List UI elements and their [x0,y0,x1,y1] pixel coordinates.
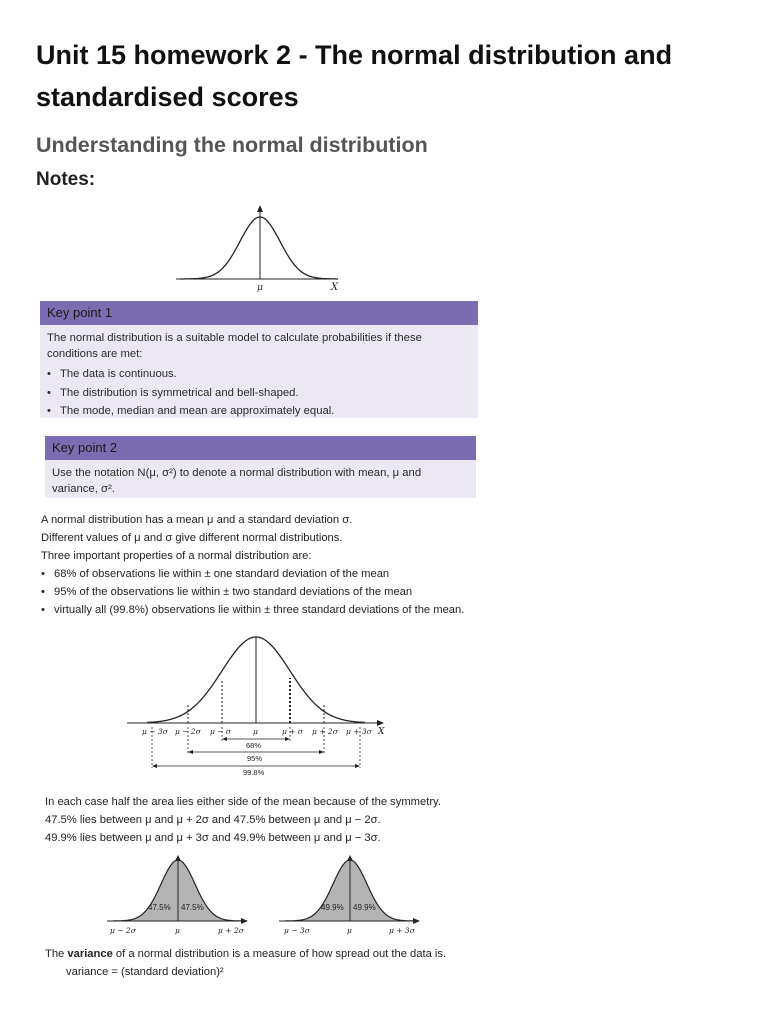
list-item: • 95% of the observations lie within ± two standard deviations of the mean [41,583,511,601]
properties-line-2: Different values of μ and σ give different normal distributions. [41,532,343,544]
tick-labels [142,727,385,737]
arrow-left-icon [188,750,193,754]
properties-line-3: Three important properties of a normal distribution are: [41,550,312,562]
range-label-95: 95% [247,754,263,763]
tick-label: μ − σ [210,727,232,736]
y-axis-arrow-icon [257,205,263,212]
arrow-right-icon [355,764,360,768]
tick-label: μ − 3σ [284,926,310,935]
key-point-1-box [40,301,478,418]
shaded-two-sigma-figure [107,855,257,935]
variance-formula: variance = (standard deviation)² [66,966,224,978]
shaded-three-sigma-figure [279,855,429,935]
symmetry-text [45,793,485,847]
key-point-2-text: Use the notation N(μ, σ²) to denote a normal distribution with mean, μ and variance, σ². [52,467,422,495]
list-item: • The distribution is symmetrical and bell-shaped. [47,384,471,403]
arrow-left-icon [222,737,227,741]
arrow-right-icon [285,737,290,741]
key-point-2-title: Key point 2 [45,436,476,460]
tick-label: μ [175,926,180,935]
key-point-1-title: Key point 1 [40,301,478,325]
page-title: Unit 15 homework 2 - The normal distribution and standardised scores [36,40,673,112]
tick-label: μ + 2σ [312,727,338,736]
tick-label: μ [253,727,258,736]
list-item: • virtually all (99.8%) observations lie within ± three standard deviations of the mean. [41,601,511,619]
y-axis-arrow-icon [175,855,181,861]
tick-label: μ + σ [282,727,304,736]
list-item: • The data is continuous. [47,365,471,384]
area-label-left: 47.5% [148,903,171,912]
symmetry-line-1: In each case half the area lies either side of the mean because of the symmetry. [45,796,441,808]
key-point-1-intro: The normal distribution is a suitable model to calculate probabilities if these conditions are met: [47,332,422,360]
key-point-2-box [45,436,476,498]
range-label-68: 68% [246,741,262,750]
mean-label: μ [257,283,263,293]
symmetry-line-2: 47.5% lies between μ and μ + 2σ and 47.5% between μ and μ − 2σ. [45,814,381,826]
bell-curve [180,217,338,279]
bell-curve-figure [176,203,366,298]
x-axis-arrow-icon [241,918,248,924]
x-axis-arrow-icon [377,720,384,726]
variance-term: variance [67,948,113,960]
list-item: • The mode, median and mean are approximately equal. [47,402,471,421]
x-axis-label: X [331,282,339,293]
properties-text [41,511,511,619]
variance-definition [45,945,485,963]
variance-prefix: The [45,948,68,960]
arrow-left-icon [152,764,157,768]
range-label-99-8: 99.8% [243,768,265,777]
x-axis-label: X [378,727,385,737]
area-label-right: 47.5% [181,903,204,912]
area-label-right: 49.9% [353,903,376,912]
section-heading: Understanding the normal distribution [36,133,428,157]
tick-label: μ − 2σ [110,926,136,935]
list-item: • 68% of observations lie within ± one standard deviation of the mean [41,565,511,583]
properties-line-1: A normal distribution has a mean μ and a standard deviation σ. [41,514,353,526]
tick-label: μ [347,926,352,935]
symmetry-line-3: 49.9% lies between μ and μ + 3σ and 49.9% between μ and μ − 3σ. [45,832,381,844]
tick-label: μ + 3σ [346,727,372,736]
area-label-left: 49.9% [321,903,344,912]
tick-label: μ + 3σ [389,926,415,935]
sd-ranges-figure [127,633,397,783]
x-axis-arrow-icon [413,918,420,924]
arrow-right-icon [319,750,324,754]
variance-text [45,945,485,981]
tick-label: μ − 2σ [175,727,201,736]
tick-label: μ − 3σ [142,727,168,736]
tick-label: μ + 2σ [218,926,244,935]
variance-suffix: of a normal distribution is a measure of how spread out the data is. [112,948,447,960]
y-axis-arrow-icon [347,855,353,861]
notes-label: Notes: [36,169,96,190]
